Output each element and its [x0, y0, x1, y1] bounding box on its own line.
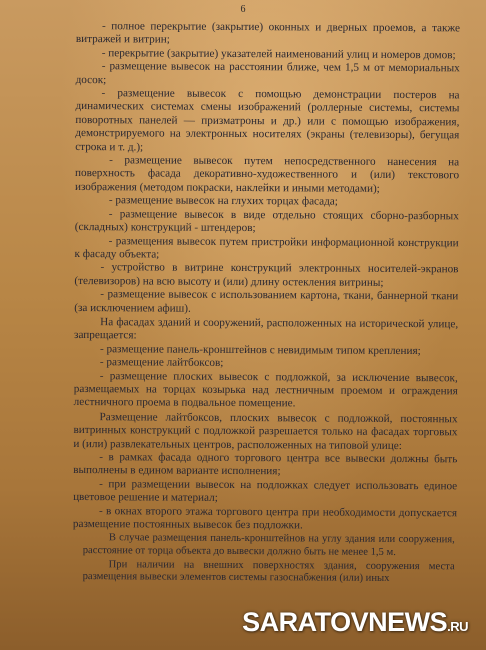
paragraph: - размещение вывесок путем непосредственного нанесения на поверхность фасада декоративно-художественного и (или) текстового изображения (методом покраски, наклейки и иными методами); — [74, 154, 460, 195]
paragraph: - размещение вывесок с помощью демонстрации постеров на динамических системах смены изображений (роллерные системы, системы поворотных панелей — призматроны и др.) или с помощью изображения, демонстрируемого на электронных носителях (экраны (телевизоры), бегущая строка и т. д.); — [75, 87, 460, 154]
paragraph: - размещение лайтбоксов; — [99, 356, 224, 370]
paragraph: - размещения вывесок путем пристройки информационной конструкции к фасаду объекта; — [74, 234, 459, 261]
paragraph: - размещение вывесок на расстоянии ближе, чем 1,5 м от мемориальных досок; — [75, 60, 460, 86]
paragraph: - размещение вывесок в виде отдельно стоящих сборно-разборных (складных) конструкций - штендеров; — [74, 207, 459, 235]
page-number: 6 — [240, 4, 246, 15]
watermark-logo — [242, 607, 468, 638]
paragraph: - в рамках фасада одного торгового центра все вывески должны быть выполнены в едином варианте исполнения; — [73, 451, 458, 478]
paragraph: - устройство в витрине конструкций электронных носителей-экранов (телевизоров) на всю высоту и (или) длину остекления витрины; — [74, 261, 459, 289]
paragraph: - при размещении вывесок на подложках следует использовать единое цветовое решение и материал; — [73, 477, 458, 505]
paragraph: - размещение вывесок с использованием картона, ткани, баннерной ткани (за исключением афиш). — [74, 288, 459, 315]
paragraph: На фасадах зданий и сооружений, расположенных на исторической улице, запрещается: — [74, 316, 459, 342]
paragraph: - размещение плоских вывесок с подложкой, за исключение вывесок, размещаемых на торцах козырька над лестничным проемом и ограждения лестничного проема в подвальное помещение. — [73, 369, 458, 410]
paragraph: - размещение панель-кронштейнов с невидимым типом крепления; — [99, 342, 421, 357]
paragraph: - размещение вывесок на глухих торцах фасада; — [108, 194, 338, 208]
paragraph: - перекрытие (закрытие) указателей наименований улиц и номеров домов; — [101, 46, 456, 62]
document-body — [73, 20, 460, 586]
paragraph: При наличии на внешних поверхностях здания, сооружения места размещения вывески элементов системы газоснабжения (или) иных — [82, 558, 455, 585]
watermark-brand: SARATOVNEWS — [242, 607, 448, 637]
paragraph: - в окнах второго этажа торгового центра при необходимости допускается размещение постоянных вывесок без подложки. — [72, 504, 458, 532]
watermark-tld: .RU — [447, 619, 468, 634]
paragraph: - полное перекрытие (закрытие) оконных и дверных проемов, а также витражей и витрин; — [75, 20, 460, 46]
paragraph: Размещение лайтбоксов, плоских вывесок с подложкой, постоянных витринных конструкций с подложкой разрешается только на фасадах торговых и (или) развлекательных центров, расположенных на типовой улице: — [73, 410, 458, 452]
paragraph: В случае размещения панель-кронштейнов на углу здания или сооружения, расстояние от торца объекта до вывески должно быть не менее 1,5 м. — [82, 532, 455, 558]
